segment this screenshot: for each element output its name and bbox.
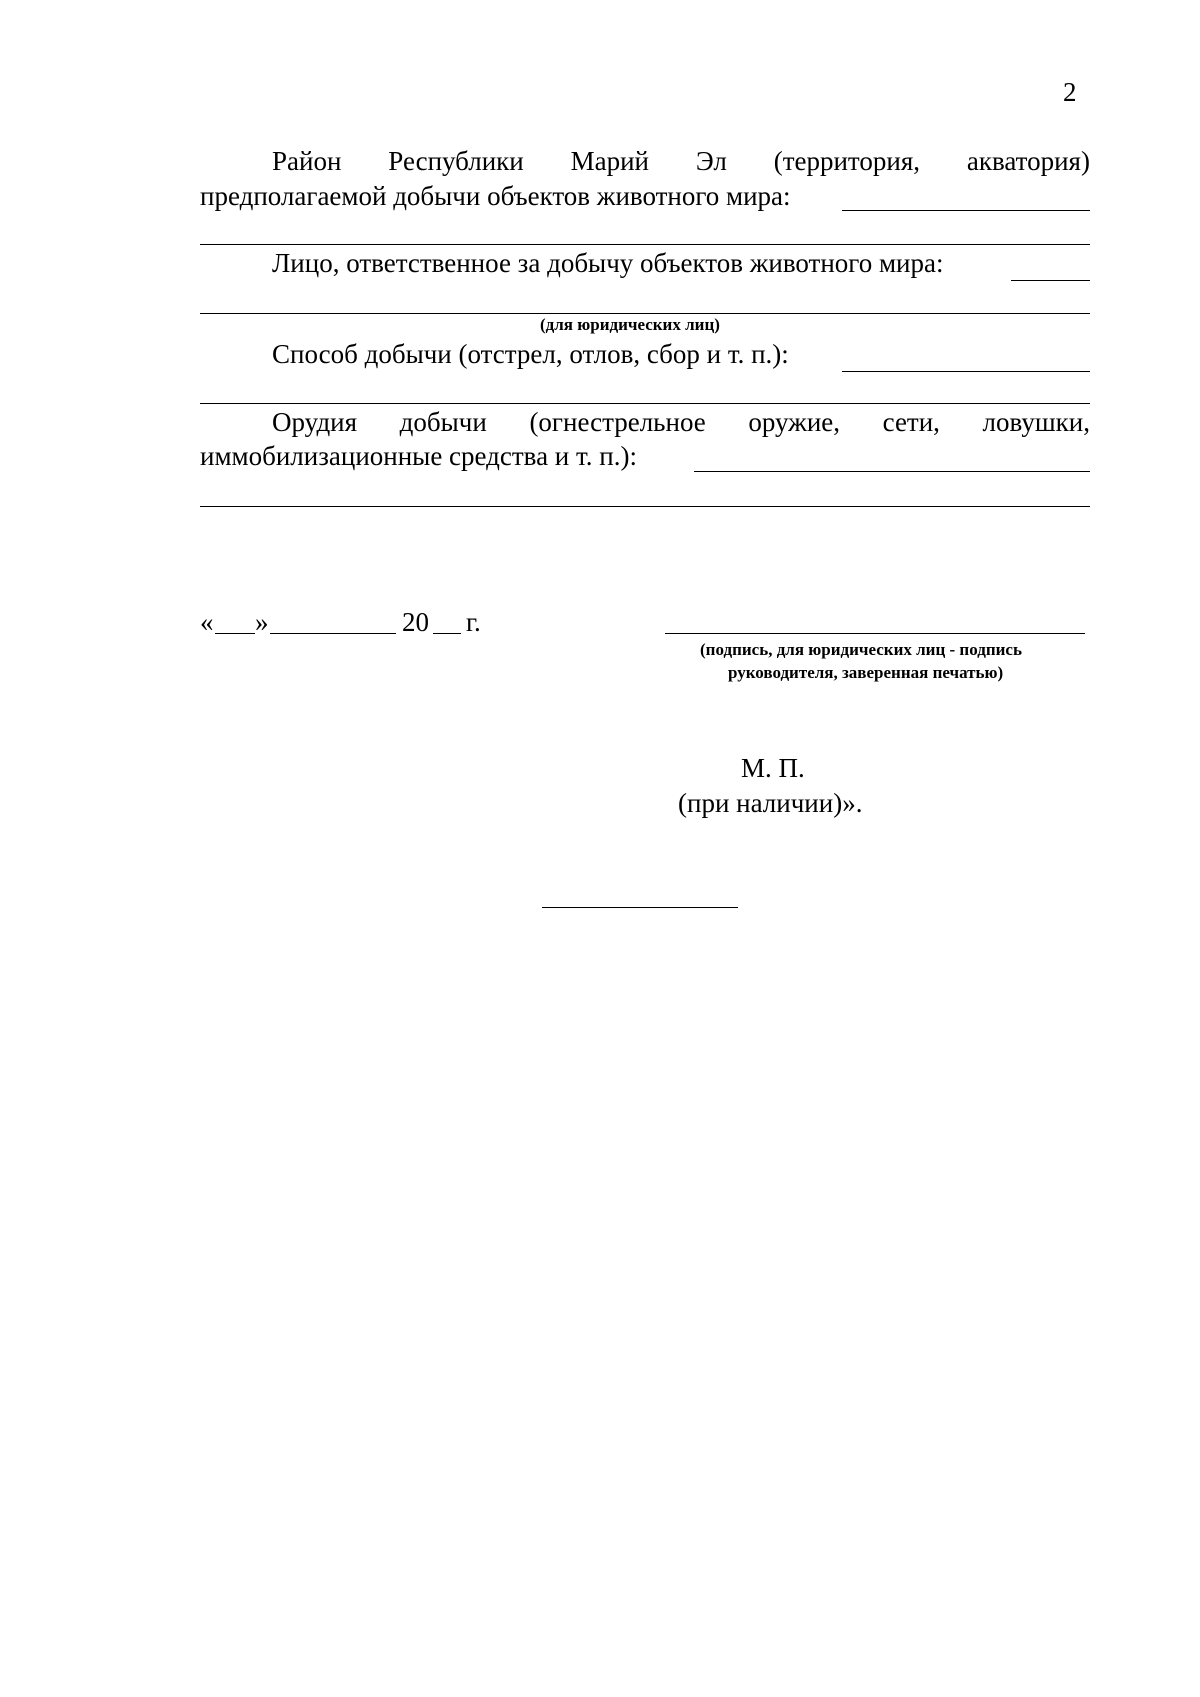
word: оружие,	[748, 407, 841, 437]
date-open-quote: «	[200, 607, 214, 637]
date-day-blank[interactable]	[215, 633, 255, 634]
signature-caption-line-1: (подпись, для юридических лиц - подпись	[700, 640, 1022, 659]
responsible-blank-short[interactable]	[1011, 280, 1090, 281]
tools-blank-full[interactable]	[200, 506, 1090, 507]
signature-caption-line-2: руководителя, заверенная печатью)	[728, 663, 1004, 682]
date-month-blank[interactable]	[270, 633, 396, 634]
word: ловушки,	[982, 407, 1090, 437]
tools-blank-short[interactable]	[694, 471, 1090, 472]
word: Эл	[695, 146, 727, 176]
word: Марий	[570, 146, 649, 176]
responsible-label: Лицо, ответственное за добычу объектов животного мира:	[272, 248, 944, 278]
end-rule	[542, 907, 738, 908]
word: Орудия	[272, 407, 358, 437]
word: акватория)	[966, 146, 1090, 176]
region-line-1	[272, 145, 1090, 177]
tools-line-2: иммобилизационные средства и т. п.):	[200, 441, 637, 471]
stamp-label: М. П.	[741, 753, 805, 783]
word: добычи	[399, 407, 487, 437]
word: сети,	[882, 407, 940, 437]
method-blank-short[interactable]	[842, 371, 1090, 372]
region-line-2: предполагаемой добычи объектов животного мира:	[200, 181, 791, 211]
date-close-quote: »	[255, 607, 269, 637]
date-year-suffix: г.	[466, 607, 481, 637]
method-blank-full[interactable]	[200, 403, 1090, 404]
signature-blank[interactable]	[665, 633, 1085, 634]
method-label: Способ добычи (отстрел, отлов, сбор и т. п.):	[272, 339, 789, 369]
date-year-blank[interactable]	[433, 633, 461, 634]
page-number: 2	[1063, 77, 1077, 107]
tools-line-1	[272, 406, 1090, 438]
stamp-note: (при наличии)».	[678, 788, 863, 818]
word: Район	[272, 146, 342, 176]
responsible-note: (для юридических лиц)	[540, 315, 720, 334]
word: Республики	[388, 146, 524, 176]
word: (территория,	[773, 146, 920, 176]
word: (огнестрельное	[529, 407, 706, 437]
region-blank-short[interactable]	[842, 210, 1090, 211]
region-blank-full[interactable]	[200, 244, 1090, 245]
responsible-blank-full[interactable]	[200, 313, 1090, 314]
date-year-prefix: 20	[402, 607, 429, 637]
